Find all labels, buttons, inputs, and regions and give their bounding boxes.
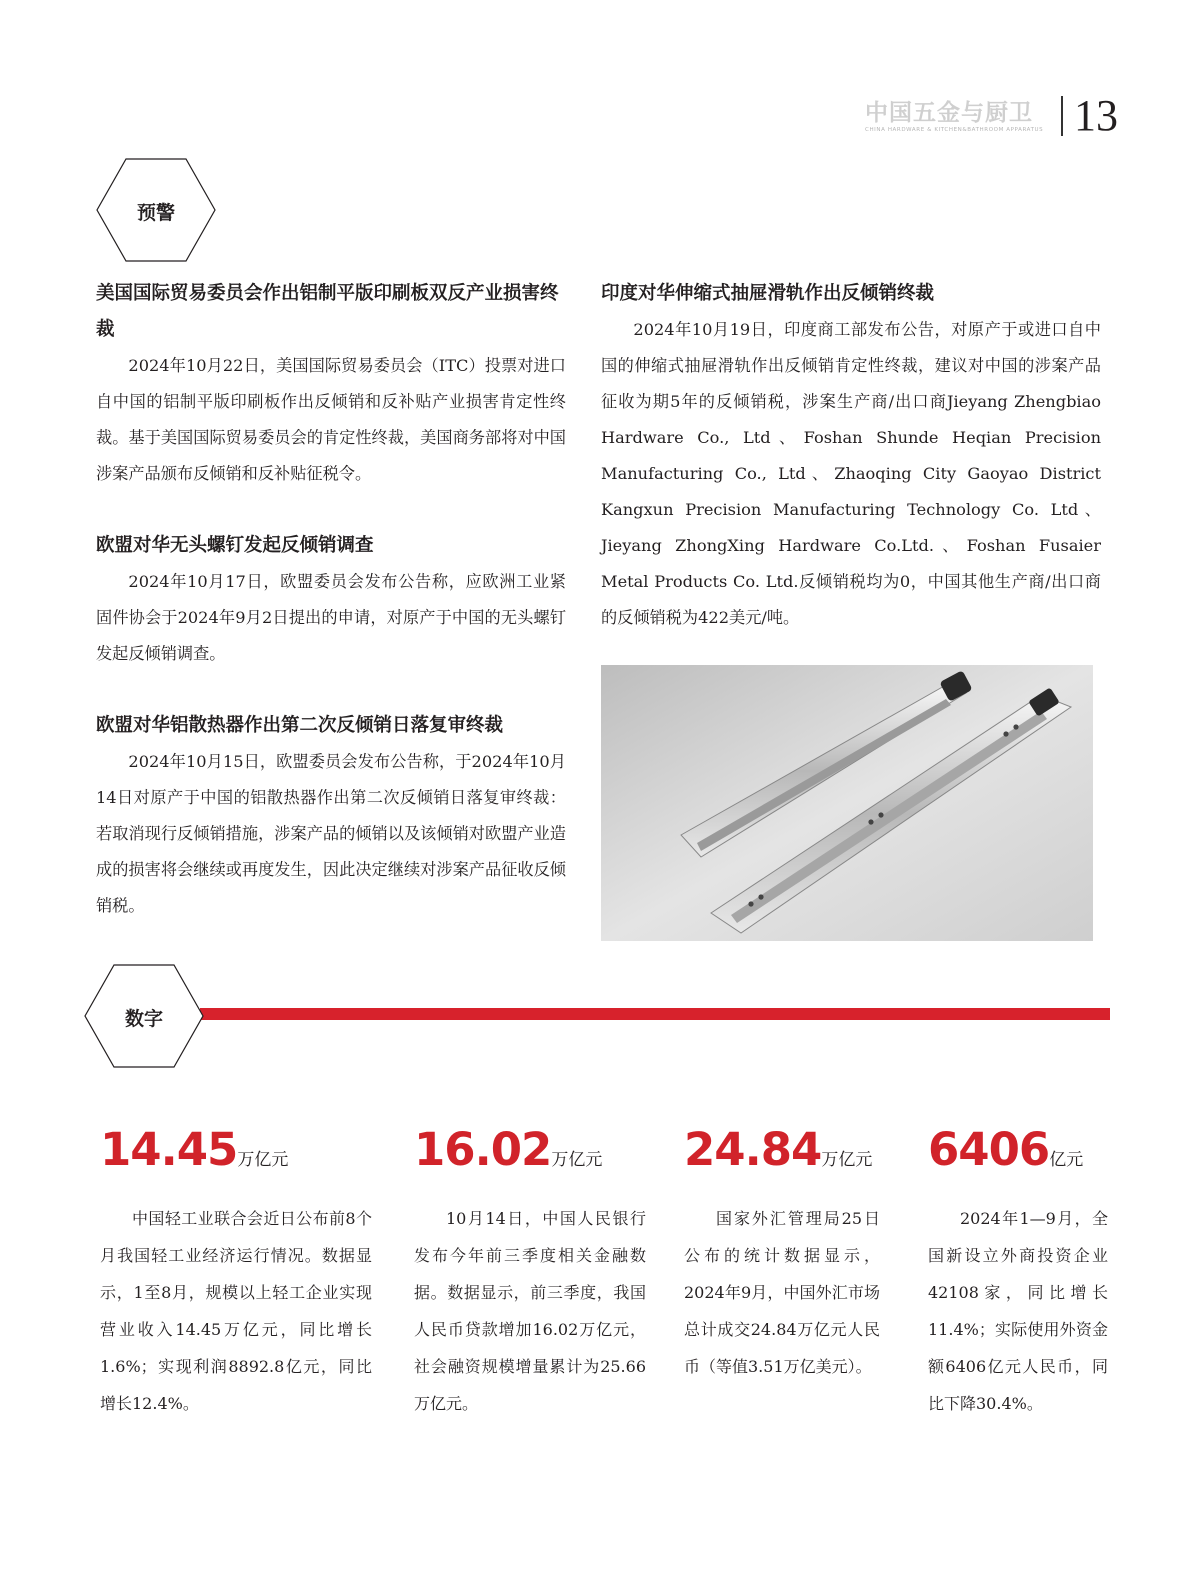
stat-block (928, 1120, 1108, 1422)
article-title: 欧盟对华无头螺钉发起反倾销调查 (96, 535, 374, 556)
section-label-warning: 预警 (136, 202, 175, 224)
magazine-name-cn: 中国五金与厨卫 (865, 100, 1033, 126)
stat-value: 16.02 (414, 1123, 552, 1176)
stat-unit: 万亿元 (821, 1150, 873, 1170)
stat-unit: 亿元 (1049, 1150, 1084, 1170)
article (96, 708, 566, 924)
header-divider (1061, 96, 1063, 136)
stat-value: 14.45 (100, 1123, 238, 1176)
article-title: 印度对华伸缩式抽屉滑轨作出反倾销终裁 (601, 283, 935, 304)
article (96, 528, 566, 672)
stat-block (414, 1120, 646, 1422)
stat-unit: 万亿元 (551, 1150, 603, 1170)
magazine-name-en: CHINA HARDWARE & KITCHEN&BATHROOM APPARATUS (865, 127, 1044, 133)
stat-block (684, 1120, 880, 1385)
article-title: 美国国际贸易委员会作出铝制平版印刷板双反产业损害终裁 (96, 283, 559, 340)
article (96, 276, 566, 492)
drawer-slide-photo (601, 665, 1093, 941)
magazine-logo (865, 100, 1045, 136)
stat-description: 10月14日，中国人民银行发布今年前三季度相关金融数据。数据显示，前三季度，我国人民币贷款增加16.02万亿元，社会融资规模增量累计为25.66万亿元。 (414, 1209, 646, 1413)
article-body: 2024年10月22日，美国国际贸易委员会（ITC）投票对进口自中国的铝制平版印刷板作出反倾销和反补贴产业损害肯定性终裁。基于美国国际贸易委员会的肯定性终裁，美国商务部将对中国涉案产品颁布反倾销和反补贴征税令。 (96, 356, 566, 483)
stat-value: 6406 (928, 1123, 1050, 1176)
page-number: 13 (1074, 91, 1118, 140)
stat-description: 中国轻工业联合会近日公布前8个月我国轻工业经济运行情况。数据显示，1至8月，规模以上轻工企业实现营业收入14.45万亿元，同比增长1.6%；实现利润8892.8亿元，同比增长12.4%。 (100, 1209, 372, 1413)
article-body: 2024年10月15日，欧盟委员会发布公告称，于2024年10月14日对原产于中国的铝散热器作出第二次反倾销日落复审终裁：若取消现行反倾销措施，涉案产品的倾销以及该倾销对欧盟产业造成的损害将会继续或再度发生，因此决定继续对涉案产品征收反倾销税。 (96, 752, 566, 915)
warning-left-column (96, 276, 566, 924)
article-body: 2024年10月19日，印度商工部发布公告，对原产于或进口自中国的伸缩式抽屉滑轨作出反倾销肯定性终裁，建议对中国的涉案产品征收为期5年的反倾销税，涉案生产商/出口商Jieyang Zhengbiao Hardware Co., Ltd、Foshan Shunde Heqian Precision Manufacturing Co., Ltd、Zhaoqing City Gaoyao District Kangxun Precision Manufacturing Technology Co. Ltd、Jieyang ZhongXing Hardware Co.Ltd.、Foshan Fusaier Metal Products Co. Ltd.反倾销税均为0，中国其他生产商/出口商的反倾销税为422美元/吨。 (601, 320, 1101, 627)
stat-unit: 万亿元 (237, 1150, 289, 1170)
warning-right-column (601, 276, 1101, 636)
section-divider-bar (200, 1008, 1110, 1020)
stat-block (100, 1120, 372, 1422)
stat-description: 国家外汇管理局25日公布的统计数据显示，2024年9月，中国外汇市场总计成交24.84万亿元人民币（等值3.51万亿美元）。 (684, 1209, 880, 1376)
article-body: 2024年10月17日，欧盟委员会发布公告称，应欧洲工业紧固件协会于2024年9月2日提出的申请，对原产于中国的无头螺钉发起反倾销调查。 (96, 572, 566, 663)
stat-value: 24.84 (684, 1123, 822, 1176)
section-label-numbers: 数字 (124, 1008, 163, 1030)
article-title: 欧盟对华铝散热器作出第二次反倾销日落复审终裁 (96, 715, 504, 736)
stat-description: 2024年1—9月，全国新设立外商投资企业42108家，同比增长11.4%；实际使用外资金额6406亿元人民币，同比下降30.4%。 (928, 1209, 1108, 1413)
